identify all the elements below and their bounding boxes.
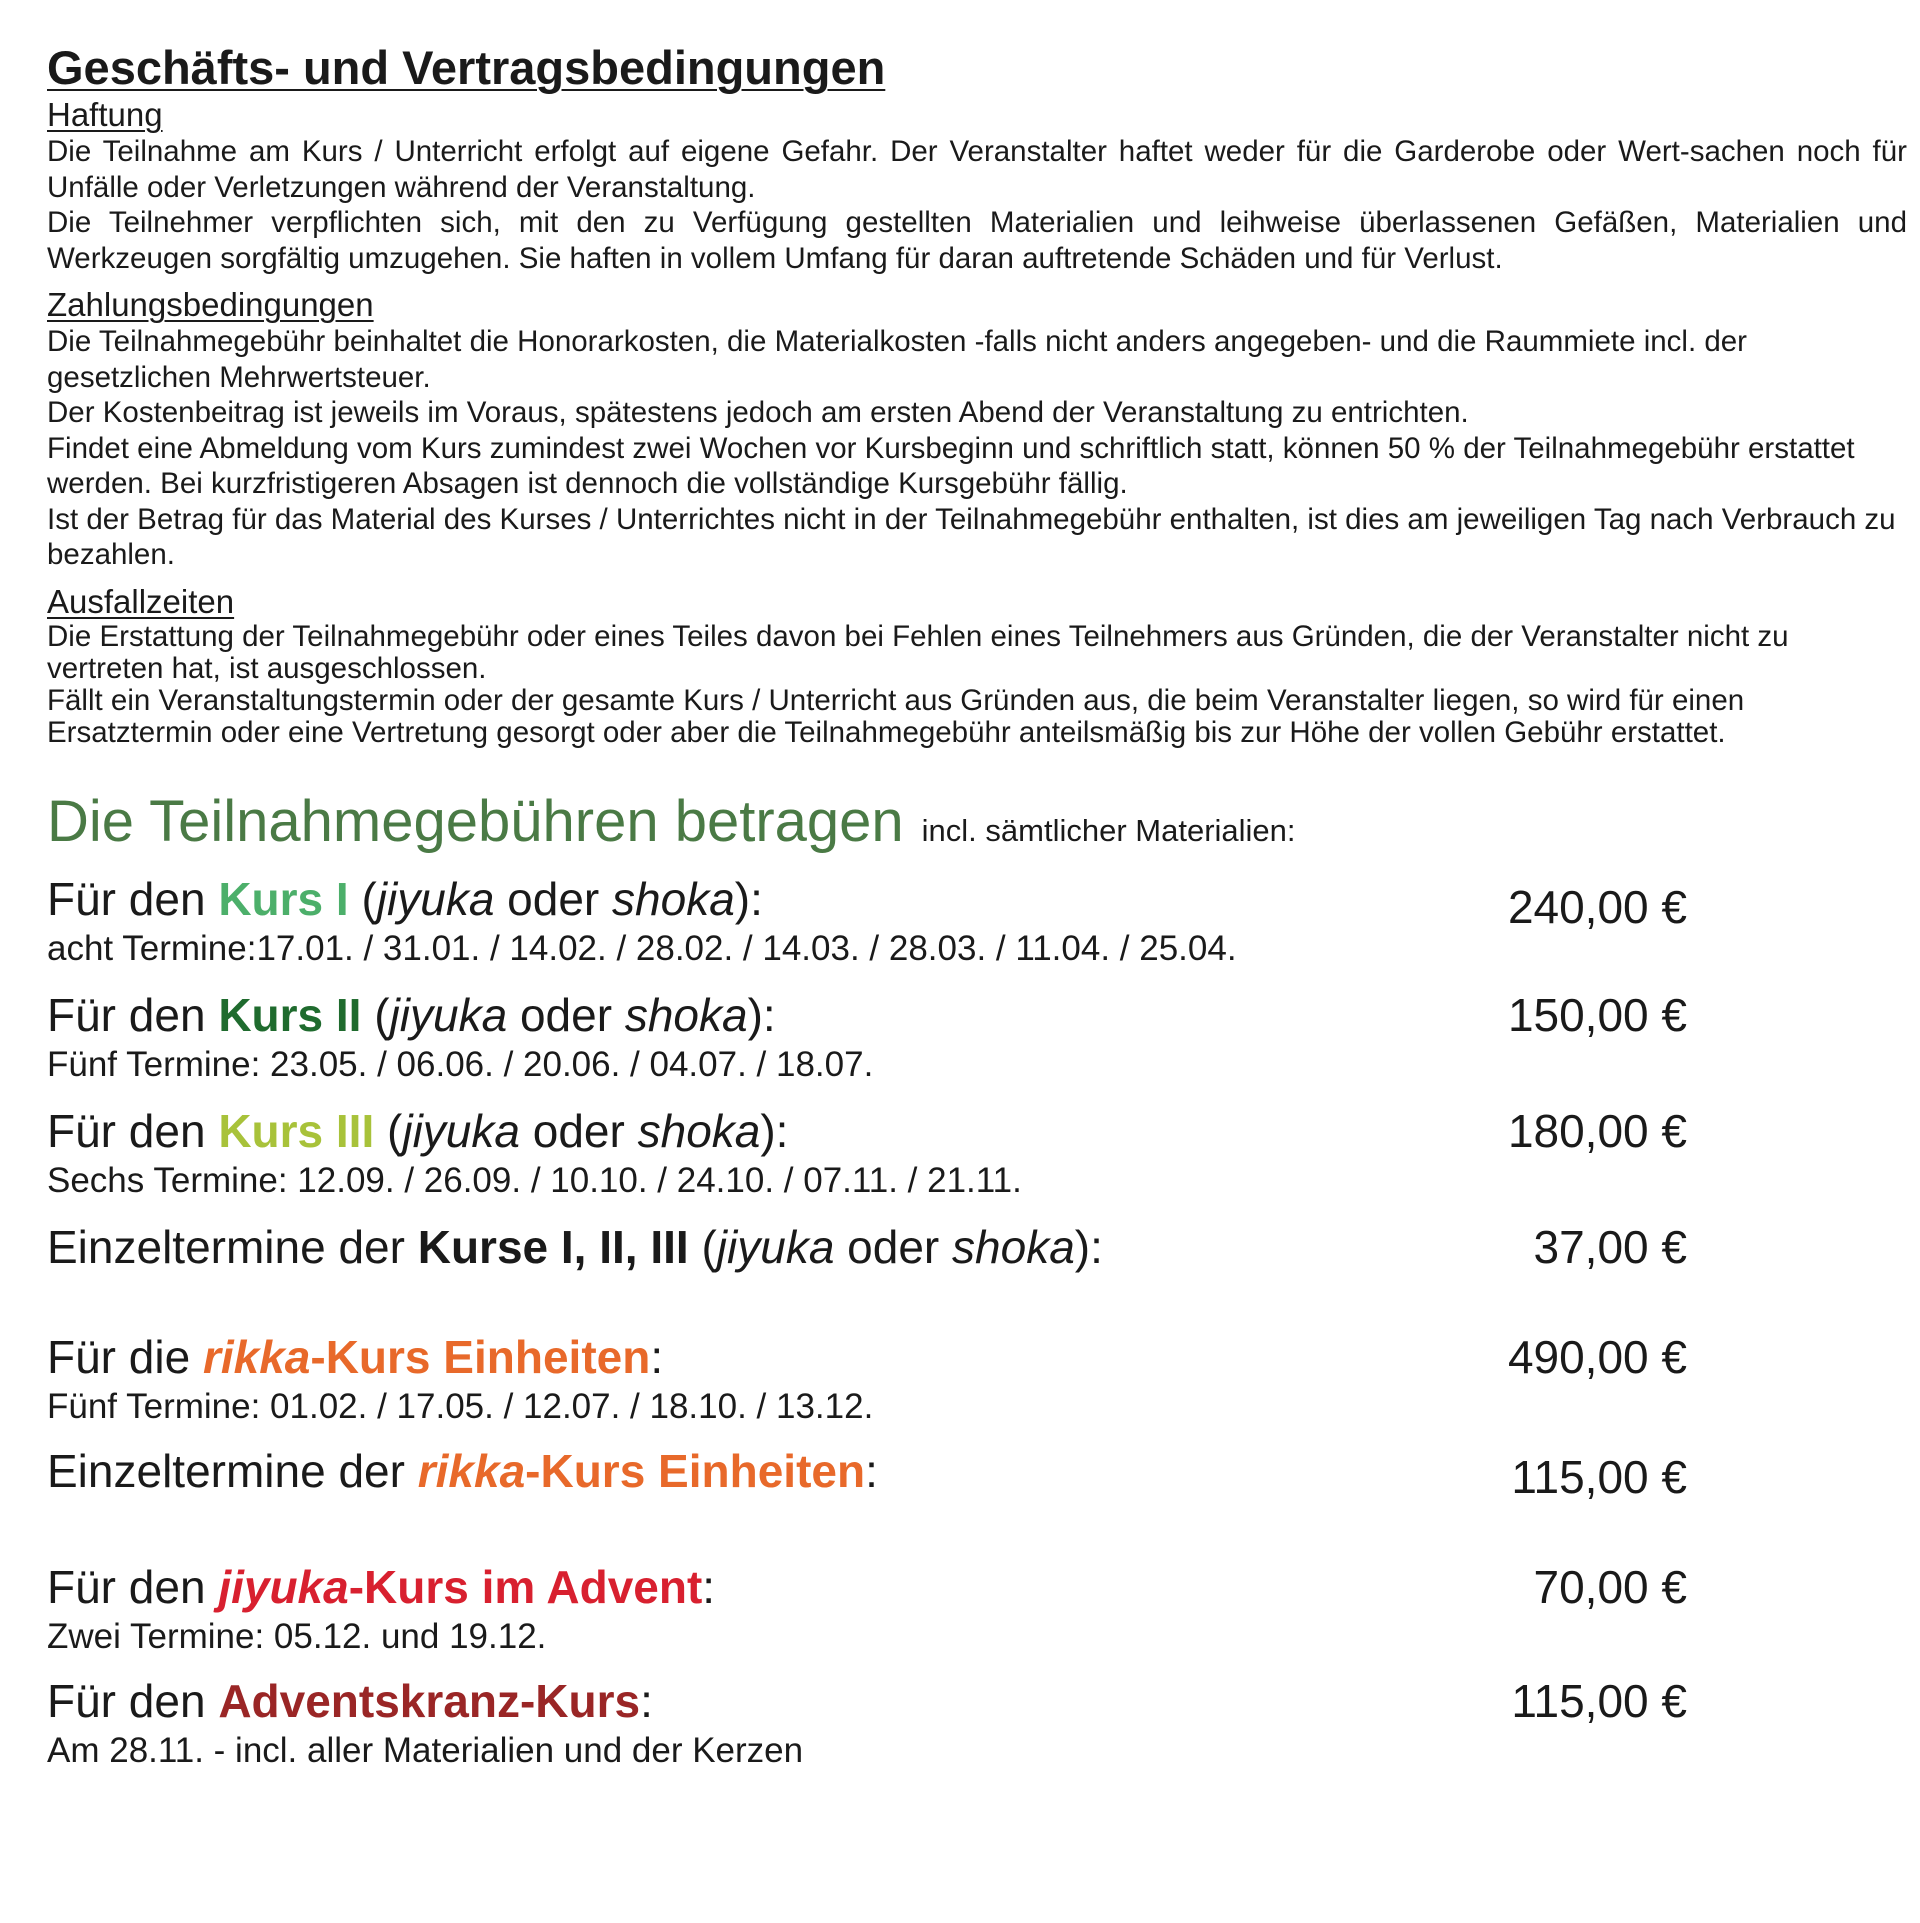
course-name-italic: rikka <box>202 1330 311 1383</box>
fee-dates: Fünf Termine: 01.02. / 17.05. / 12.07. / 18.10. / 13.12. <box>47 1386 874 1426</box>
fee-price: 115,00 € <box>1511 1674 1687 1727</box>
variant: shoka <box>952 1220 1075 1273</box>
punct: ( <box>348 872 377 925</box>
fee-dates: acht Termine:17.01. / 31.01. / 14.02. / 28.02. / 14.03. / 28.03. / 11.04. / 25.04. <box>47 928 1237 968</box>
variant: jiyuka <box>389 988 508 1041</box>
paragraph: Fällt ein Veranstaltungstermin oder der gesamte Kurs / Unterricht aus Gründen aus, die beim Veranstalter liegen, so wird für einen Ersatztermin oder eine Vertretung gesorgt oder aber die Teilnahmegebühr anteilsmäßig bis zur Höhe der vollen Gebühr erstattet. <box>47 683 1745 749</box>
fee-item-rikka <box>47 1329 1687 1429</box>
paragraph: Der Kostenbeitrag ist jeweils im Voraus, spätestens jedoch am ersten Abend der Veranstaltung zu entrichten. <box>47 396 1469 429</box>
fees-heading: Die Teilnahmegebühren betragen <box>47 788 904 854</box>
punct: ): <box>1074 1220 1103 1273</box>
punct: oder <box>834 1220 953 1273</box>
punct: : <box>650 1330 664 1383</box>
punct: ): <box>760 1104 789 1157</box>
fee-item-adventskranz <box>47 1673 1687 1773</box>
section-heading: Ausfallzeiten <box>47 582 235 620</box>
variant: shoka <box>624 988 748 1041</box>
fee-price: 240,00 € <box>1507 880 1687 933</box>
fee-price: 490,00 € <box>1507 1330 1687 1383</box>
section-zahlungsbedingungen <box>47 286 1907 573</box>
punct: ): <box>747 988 776 1041</box>
fee-dates: Fünf Termine: 23.05. / 06.06. / 20.06. / 04.07. / 18.07. <box>47 1044 874 1084</box>
course-name-italic: rikka <box>417 1444 526 1497</box>
fee-title <box>47 1559 1687 1615</box>
fee-item-einzeltermine-rikka <box>47 1443 1687 1503</box>
fee-title <box>47 1219 1687 1275</box>
variant: shoka <box>637 1104 761 1157</box>
document-page <box>47 40 1907 1773</box>
variant: shoka <box>612 872 735 925</box>
paragraph: Ist der Betrag für das Material des Kurses / Unterrichtes nicht in der Teilnahmegebühr enthalten, ist dies am jeweiligen Tag nach Verbrauch zu bezahlen. <box>47 502 1896 571</box>
paragraph: Die Teilnahmegebühr beinhaltet die Honorarkosten, die Materialkosten -falls nicht anders angegeben- und die Raummiete incl. der gesetzlichen Mehrwertsteuer. <box>47 325 1747 394</box>
punct: ( <box>374 1104 403 1157</box>
fee-prefix: Für den <box>47 872 219 925</box>
fee-prefix: Für die <box>47 1330 203 1383</box>
punct: oder <box>519 1104 638 1157</box>
fee-prefix: Für den <box>47 1674 219 1727</box>
course-name: -Kurs im Advent <box>348 1560 703 1613</box>
fee-price: 37,00 € <box>1533 1220 1687 1273</box>
paragraph: Die Erstattung der Teilnahmegebühr oder eines Teiles davon bei Fehlen eines Teilnehmers aus Gründen, die der Veranstalter nicht zu vertreten hat, ist ausgeschlossen. <box>47 619 1789 685</box>
paragraph: Findet eine Abmeldung vom Kurs zumindest zwei Wochen vor Kursbeginn und schriftlich statt, können 50 % der Teilnahmegebühr erstattet werden. Bei kurzfristigeren Absagen ist dennoch die vollständige Kursgebühr fällig. <box>47 431 1855 500</box>
punct: : <box>640 1674 653 1727</box>
course-name: Kurs I <box>218 872 349 925</box>
fee-prefix: Einzeltermine der <box>47 1444 418 1497</box>
fee-dates: Zwei Termine: 05.12. und 19.12. <box>47 1616 547 1656</box>
document-title: Geschäfts- und Vertragsbedingungen <box>47 41 886 94</box>
fees-heading-note: incl. sämtlicher Materialien: <box>921 812 1296 848</box>
fee-prefix: Für den <box>47 988 219 1041</box>
paragraph: Die Teilnahme am Kurs / Unterricht erfolgt auf eigene Gefahr. Der Veranstalter haftet weder für die Garderobe oder Wert-sachen noch für Unfälle oder Verletzungen während der Veranstaltung. <box>47 135 1907 204</box>
fee-title <box>47 1329 1687 1385</box>
fee-price: 70,00 € <box>1533 1560 1687 1613</box>
course-name-italic: jiyuka <box>218 1560 349 1613</box>
course-name: -Kurs Einheiten <box>525 1444 866 1497</box>
fee-title <box>47 1103 1687 1159</box>
section-heading: Haftung <box>47 96 163 133</box>
fee-item-kurs-2 <box>47 987 1687 1087</box>
section-haftung <box>47 96 1907 276</box>
fee-title <box>47 987 1687 1043</box>
course-name: Kurse I, II, III <box>417 1220 689 1273</box>
fee-title <box>47 1443 1687 1499</box>
course-name: Adventskranz-Kurs <box>218 1674 641 1727</box>
course-name: Kurs II <box>218 988 362 1041</box>
fees-heading-row <box>47 787 1907 857</box>
course-name: Kurs III <box>218 1104 375 1157</box>
punct: ( <box>361 988 390 1041</box>
fee-item-einzeltermine-kurse <box>47 1219 1687 1275</box>
fee-price: 180,00 € <box>1507 1104 1687 1157</box>
fee-dates: Sechs Termine: 12.09. / 26.09. / 10.10. / 24.10. / 07.11. / 21.11. <box>47 1160 1022 1200</box>
punct: oder <box>507 988 625 1041</box>
fee-title <box>47 1673 1687 1729</box>
fee-title <box>47 871 1687 927</box>
punct: ( <box>688 1220 717 1273</box>
variant: jiyuka <box>716 1220 835 1273</box>
variant: jiyuka <box>402 1104 520 1157</box>
paragraph: Die Teilnehmer verpflichten sich, mit den zu Verfügung gestellten Materialien und leihweise überlassenen Gefäßen, Materialien und Werkzeugen sorgfältig umzugehen. Sie haften in vollem Umfang für daran auftretende Schäden und für Verlust. <box>47 206 1907 275</box>
fee-price: 115,00 € <box>1511 1450 1687 1503</box>
variant: jiyuka <box>376 872 495 925</box>
section-ausfallzeiten <box>47 583 1907 749</box>
fee-prefix: Für den <box>47 1104 219 1157</box>
fee-item-jiyuka-advent <box>47 1559 1687 1659</box>
punct: : <box>865 1444 878 1497</box>
punct: : <box>702 1560 716 1613</box>
fee-item-kurs-3 <box>47 1103 1687 1203</box>
fee-dates: Am 28.11. - incl. aller Materialien und der Kerzen <box>47 1730 804 1770</box>
punct: oder <box>494 872 613 925</box>
section-heading: Zahlungsbedingungen <box>47 286 374 323</box>
course-name: -Kurs Einheiten <box>310 1330 651 1383</box>
fee-prefix: Für den <box>47 1560 219 1613</box>
fee-price: 150,00 € <box>1507 988 1687 1041</box>
fee-prefix: Einzeltermine der <box>47 1220 418 1273</box>
punct: ): <box>734 872 763 925</box>
fee-item-kurs-1 <box>47 871 1687 971</box>
